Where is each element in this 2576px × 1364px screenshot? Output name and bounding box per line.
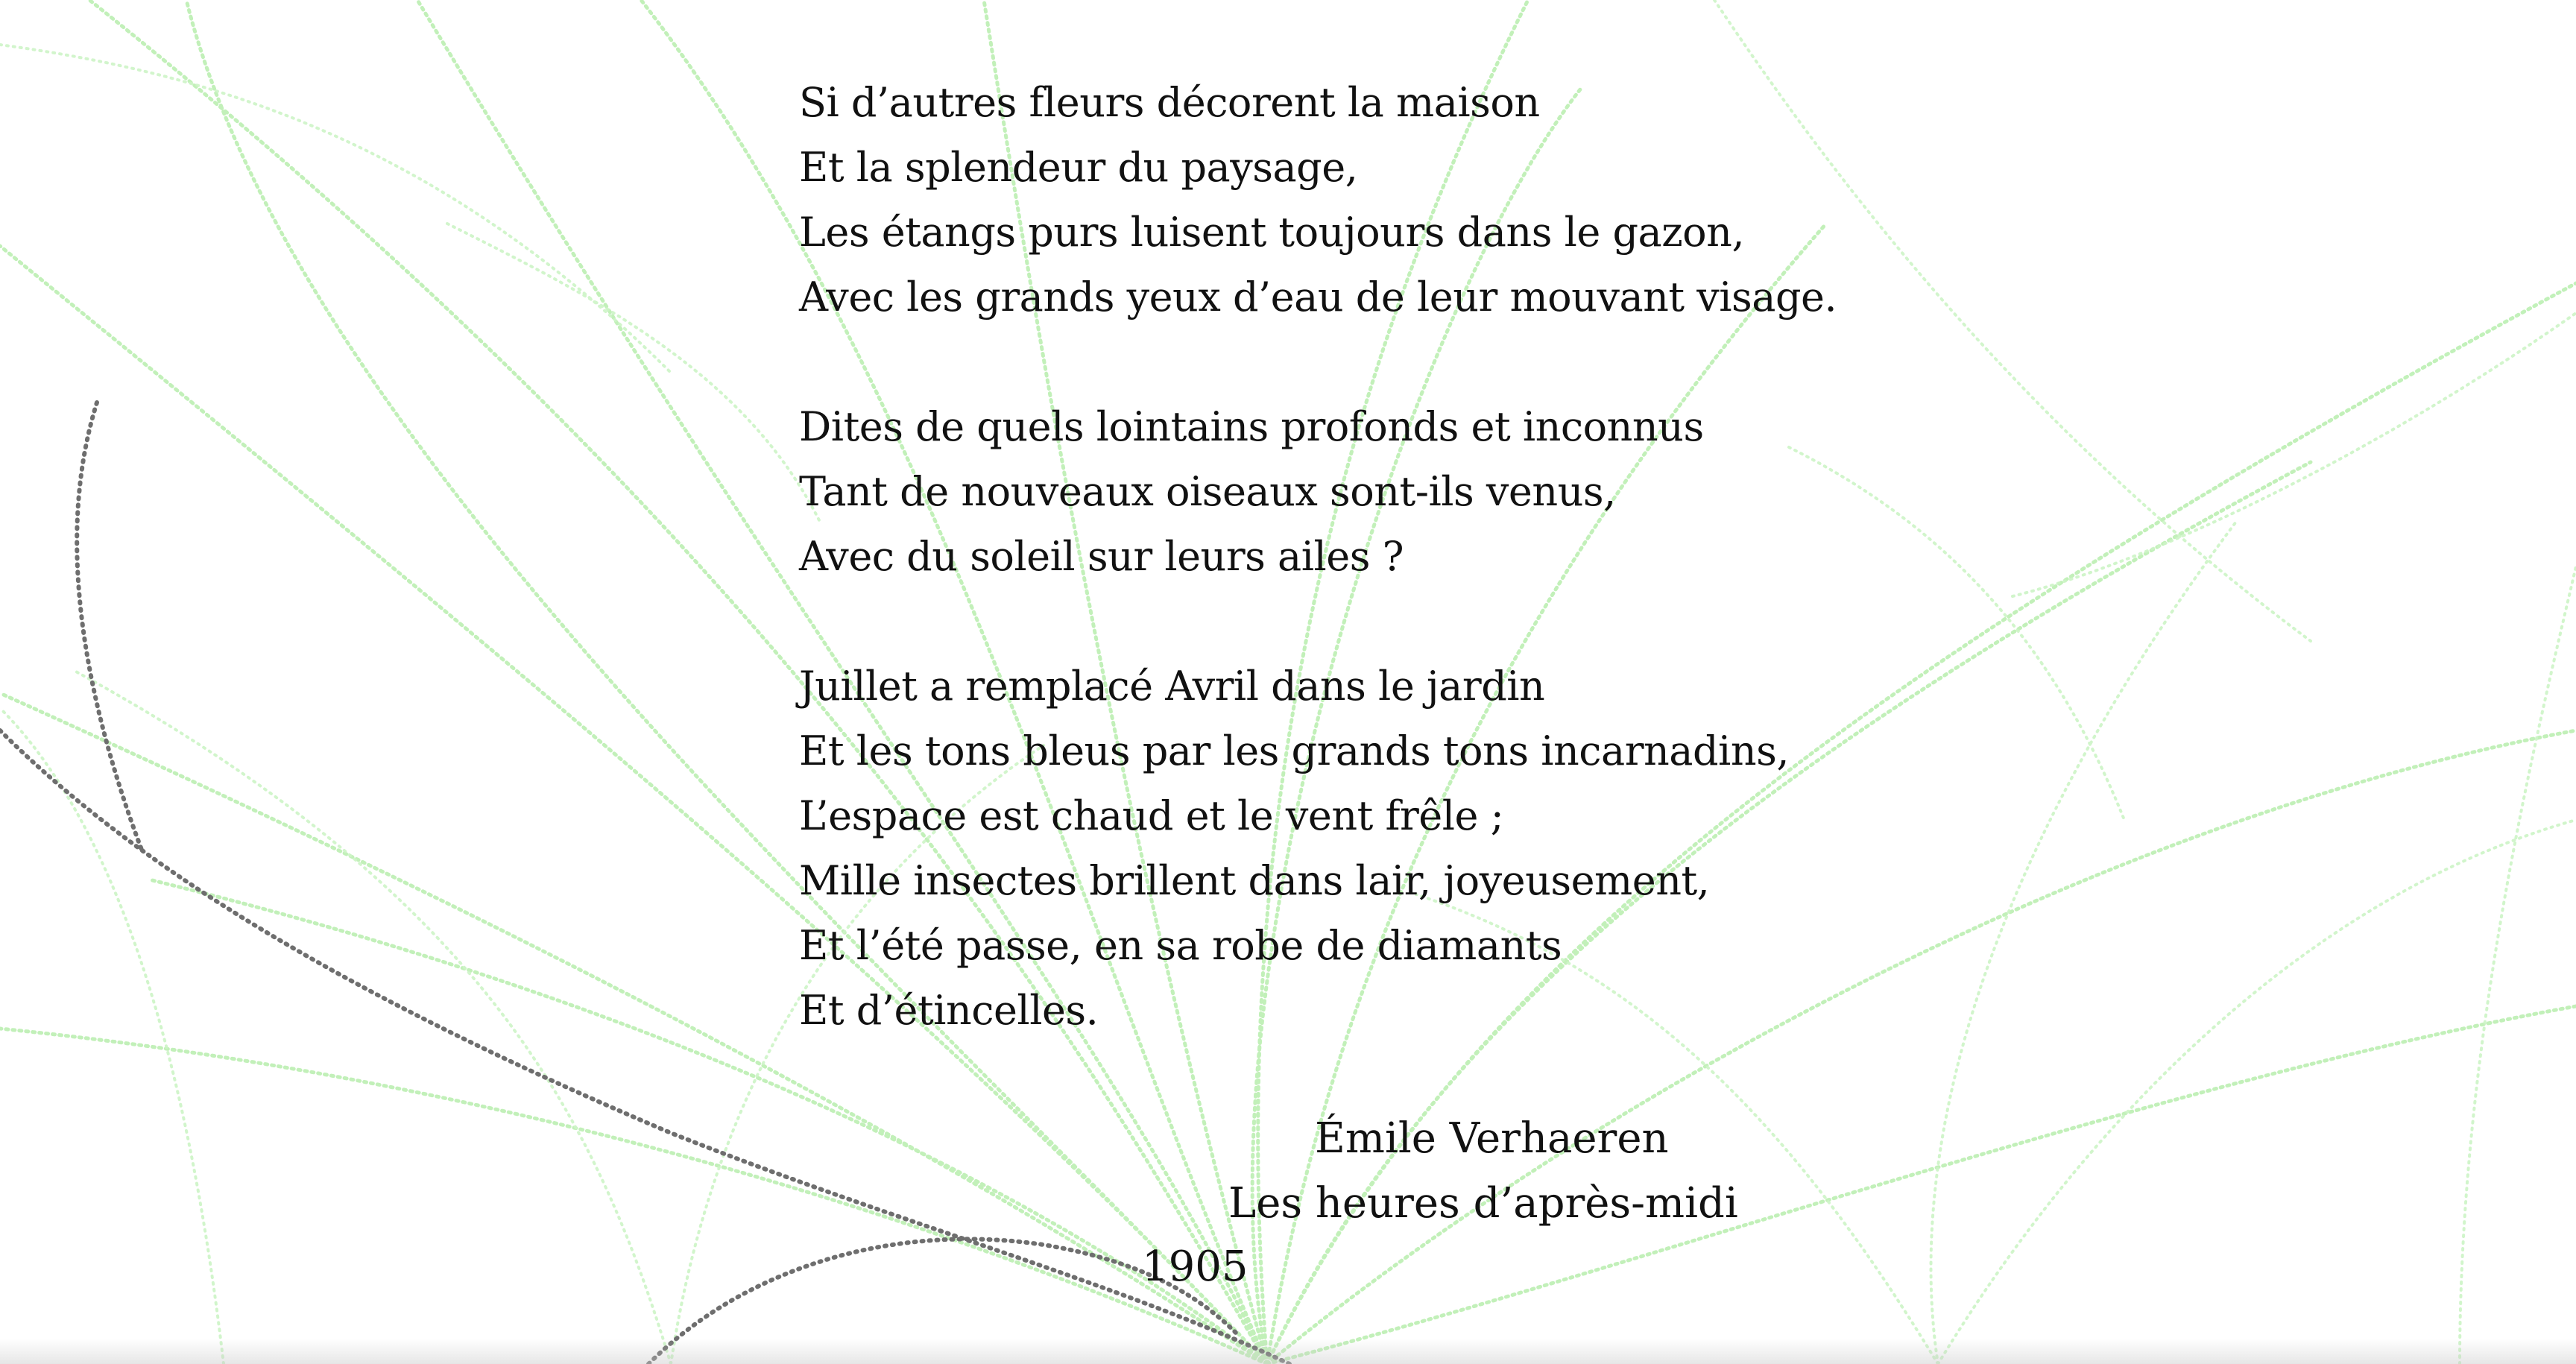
poem-line: Et les tons bleus par les grands tons incarnadins,	[799, 727, 1789, 774]
signature-author: Émile Verhaeren	[1315, 1114, 1669, 1163]
grass-blade	[1789, 447, 2124, 820]
bottom-edge-shadow	[0, 1339, 2576, 1364]
stanza-1	[799, 73, 1837, 332]
poem-line: Avec les grands yeux d’eau de leur mouvant visage.	[799, 274, 1837, 321]
poem-line: Avec du soleil sur leurs ailes ?	[799, 533, 1404, 580]
poem-line: Dites de quels lointains profonds et inconnus	[799, 403, 1704, 450]
stanza-3	[799, 657, 1837, 1046]
poem-line: Mille insectes brillent dans lair, joyeusement,	[799, 857, 1710, 904]
signature-year: 1905	[1142, 1243, 1248, 1291]
grass-blade	[2012, 313, 2576, 596]
grass-blade	[0, 1029, 1267, 1364]
poem-body	[799, 73, 1837, 1046]
poem-line: L’espace est chaud et le vent frêle ;	[799, 792, 1504, 839]
grass-blade	[447, 224, 820, 522]
stanza-2	[799, 397, 1837, 592]
dotted-arc	[77, 402, 142, 850]
poem-line: Juillet a remplacé Avril dans le jardin	[799, 663, 1545, 710]
poem-line: Et d’étincelles.	[799, 987, 1099, 1034]
poem-line: Si d’autres fleurs décorent la maison	[799, 79, 1540, 126]
signature-work-title: Les heures d’après-midi	[1228, 1179, 1738, 1228]
grass-blade	[75, 671, 671, 1364]
poem-line: Et la splendeur du paysage,	[799, 144, 1358, 191]
poem-line: Les étangs purs luisent toujours dans le gazon,	[799, 209, 1745, 256]
poem-line: Tant de nouveaux oiseaux sont-ils venus,	[799, 468, 1616, 515]
grass-blade	[1931, 522, 2236, 1364]
poem-line: Et l’été passe, en sa robe de diamants	[799, 922, 1562, 969]
grass-blade	[2460, 566, 2576, 1364]
grass-blade	[0, 708, 224, 1364]
